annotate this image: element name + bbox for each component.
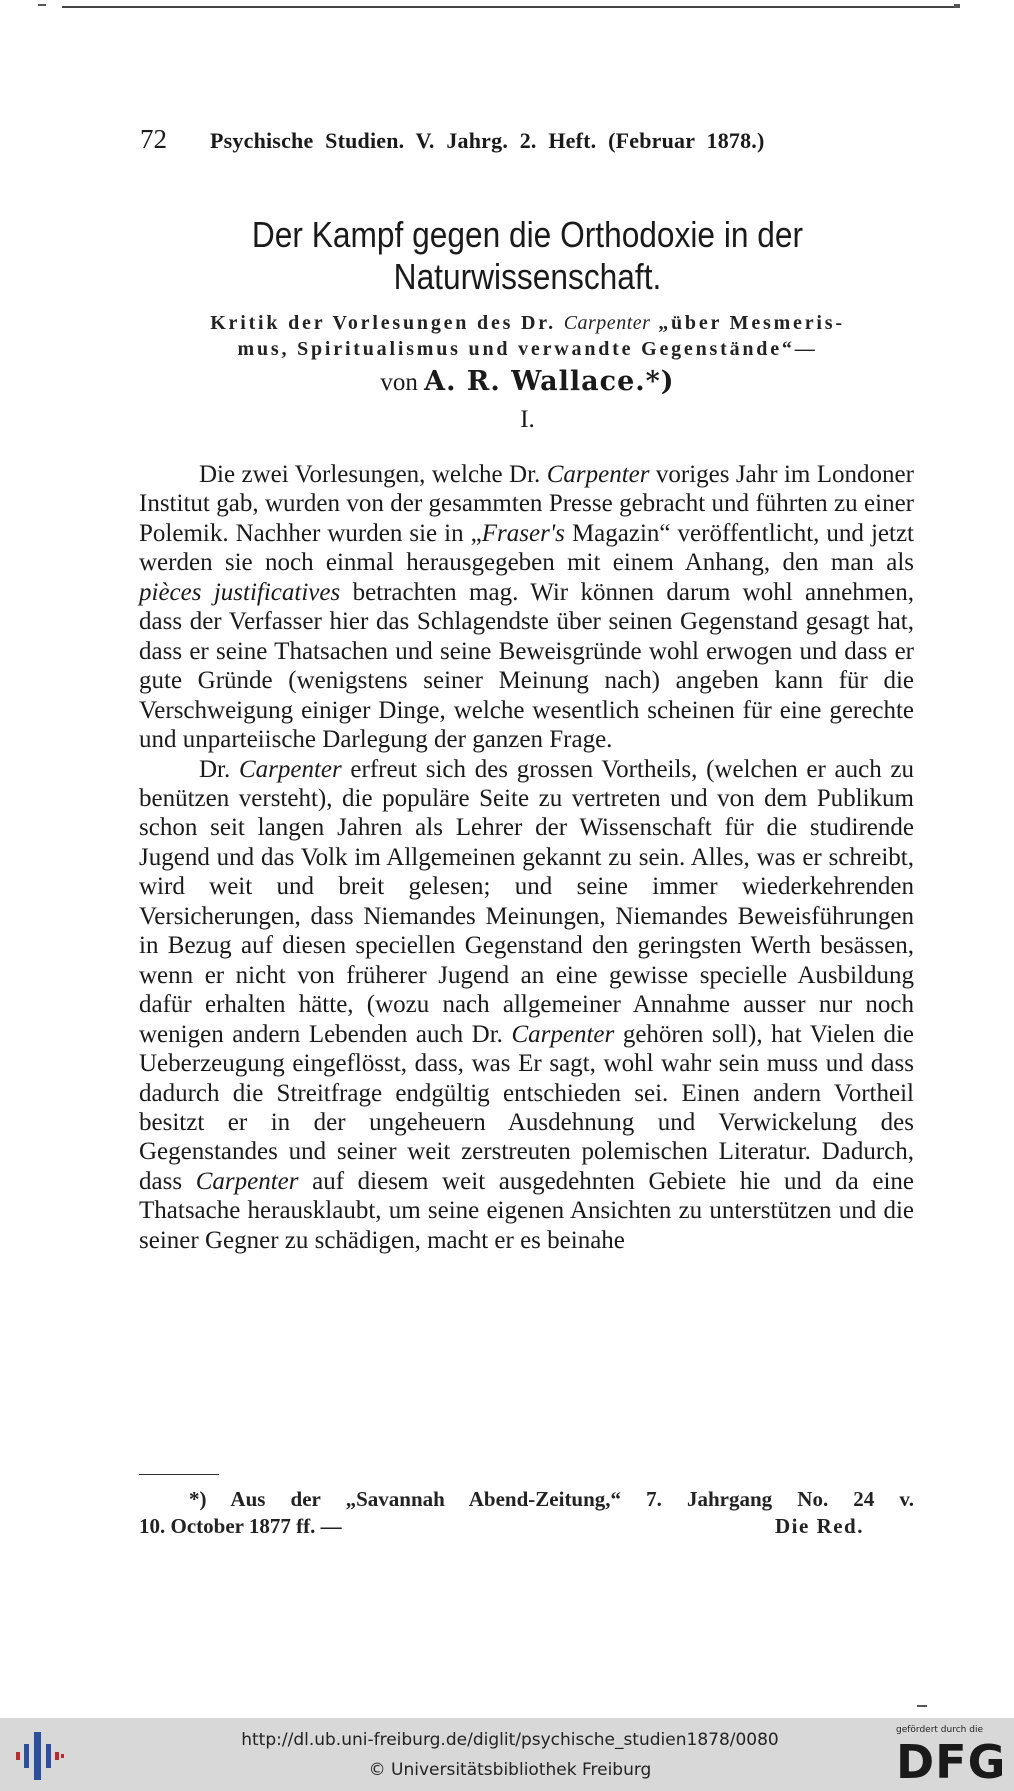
- footnote-line: *) Aus der „Savannah Abend-Zeitung,“ 7. Jahrgang No. 24 v.: [189, 1487, 914, 1511]
- subtitle-line: mus, Spiritualismus und verwandte Gegenstände“—: [237, 338, 818, 360]
- italic-name: Carpenter: [511, 1020, 615, 1048]
- footnote: [139, 1486, 914, 1540]
- italic-name: Carpenter: [195, 1167, 299, 1195]
- article-title-line: Naturwissenschaft.: [393, 256, 662, 297]
- source-url[interactable]: http://dl.ub.uni-freiburg.de/diglit/psychische_studien1878/0080: [241, 1730, 779, 1750]
- footnote-line: [139, 1513, 914, 1540]
- italic-name: Carpenter: [238, 755, 342, 783]
- scan-edge-mark: [954, 4, 960, 8]
- subtitle-text: „über Mesmeris-: [650, 312, 845, 334]
- subtitle-text: Kritik der Vorlesungen des Dr.: [210, 312, 564, 334]
- footnote-date: 10. October 1877 ff. —: [139, 1514, 342, 1538]
- footnote-signoff: Die Red.: [775, 1514, 864, 1538]
- italic-name: Fraser's: [481, 519, 565, 547]
- byline: [140, 366, 915, 397]
- running-head: [140, 126, 910, 156]
- article-body: [139, 460, 914, 1255]
- section-number: I.: [520, 406, 535, 433]
- scan-edge-mark: [38, 4, 46, 6]
- subtitle-line: [140, 310, 915, 336]
- byline-author: A. R. Wallace.*): [424, 366, 675, 397]
- text-run: Magazin“ veröffentlicht, und jetzt werden sie noch einmal herausgegeben mit einem Anhang, den man als: [139, 519, 915, 577]
- top-rule: [62, 6, 957, 8]
- article-title-line: Der Kampf gegen die Orthodoxie in der: [251, 214, 804, 255]
- page-number: 72: [140, 124, 167, 154]
- paragraph: [139, 755, 914, 1256]
- text-run: voriges Jahr im Londoner Institut gab, wurden von der gesammten Presse gebracht und führten zu einer Polemik. Nachher wurden sie in „: [139, 461, 914, 547]
- text-run: betrachten mag. Wir können darum wohl annehmen, dass der Verfasser hier das Schlagendste über seinen Gegenstand gesagt hat, dass er seine Thatsachen und seine Beweisgründe wohl erwogen und dass er gute Gründe (wenigstens seiner Meinung nach) angeben kann für die Verschweigung einiger Dinge, welche wesentlich scheinen für eine gerechte und unparteiische Darlegung der ganzen Frage.: [139, 578, 914, 754]
- article-title: [187, 214, 869, 298]
- subtitle-name: Carpenter: [563, 312, 651, 334]
- italic-phrase: pièces justificatives: [139, 578, 341, 606]
- copyright-notice: © Universitätsbibliothek Freiburg: [368, 1760, 652, 1780]
- text-run: erfreut sich des grossen Vortheils, (welchen er auch zu benützen versteht), die populäre Seite zu vertreten und von dem Publikum schon seit langen Jahren als Lehrer der Wissenschaft für die studirende Jugend und das Volk im Allgemeinen gekannt zu sein. Alles, was er schreibt, wird weit und breit gelesen; und seine immer wiederkehrenden Versicherungen, dass Niemandes Meinungen, Niemandes Beweisführungen in Bezug auf diesen speciellen Gegenstand den geringsten Werth besässen, wenn er nicht von früherer Jugend an eine gewisse specielle Ausbildung dafür erhalten hätte, (wozu nach allgemeiner Annahme ausser nur noch wenigen andern Lebenden auch Dr.: [139, 755, 915, 1048]
- byline-prefix: von: [380, 369, 425, 396]
- text-run: Dr.: [199, 755, 239, 783]
- journal-header: Psychische Studien. V. Jahrg. 2. Heft. (Februar 1878.): [210, 128, 765, 153]
- library-logo-icon: [14, 1730, 66, 1782]
- text-run: gehören soll), hat Vielen die Ueberzeugung eingeflösst, dass, was Er sagt, wohl wahr sein muss und dass dadurch die Streitfrage endgültig entschieden sei. Einen andern Vortheil besitzt er in der ungeheuern Ausdehnung und Verwickelung des Gegenstandes und seiner weit zerstreuten polemischen Literatur. Dadurch, dass: [139, 1020, 915, 1195]
- text-run: auf diesem weit ausgedehnten Gebiete hie und da eine Thatsache herausklaubt, um seine eigenen Ansichten zu unterstützen und die seiner Gegner zu schädigen, macht er es beinahe: [139, 1167, 914, 1254]
- italic-name: Carpenter: [546, 461, 650, 488]
- dfg-logo: DFG: [896, 1735, 1007, 1789]
- footer-bar: [0, 1718, 1014, 1791]
- scan-mark: [917, 1705, 927, 1707]
- sponsor-caption: gefördert durch die: [896, 1725, 983, 1735]
- paragraph: [139, 460, 914, 755]
- article-subtitle: [140, 310, 915, 362]
- footnote-rule: [139, 1474, 219, 1475]
- text-run: Die zwei Vorlesungen, welche Dr.: [199, 461, 547, 488]
